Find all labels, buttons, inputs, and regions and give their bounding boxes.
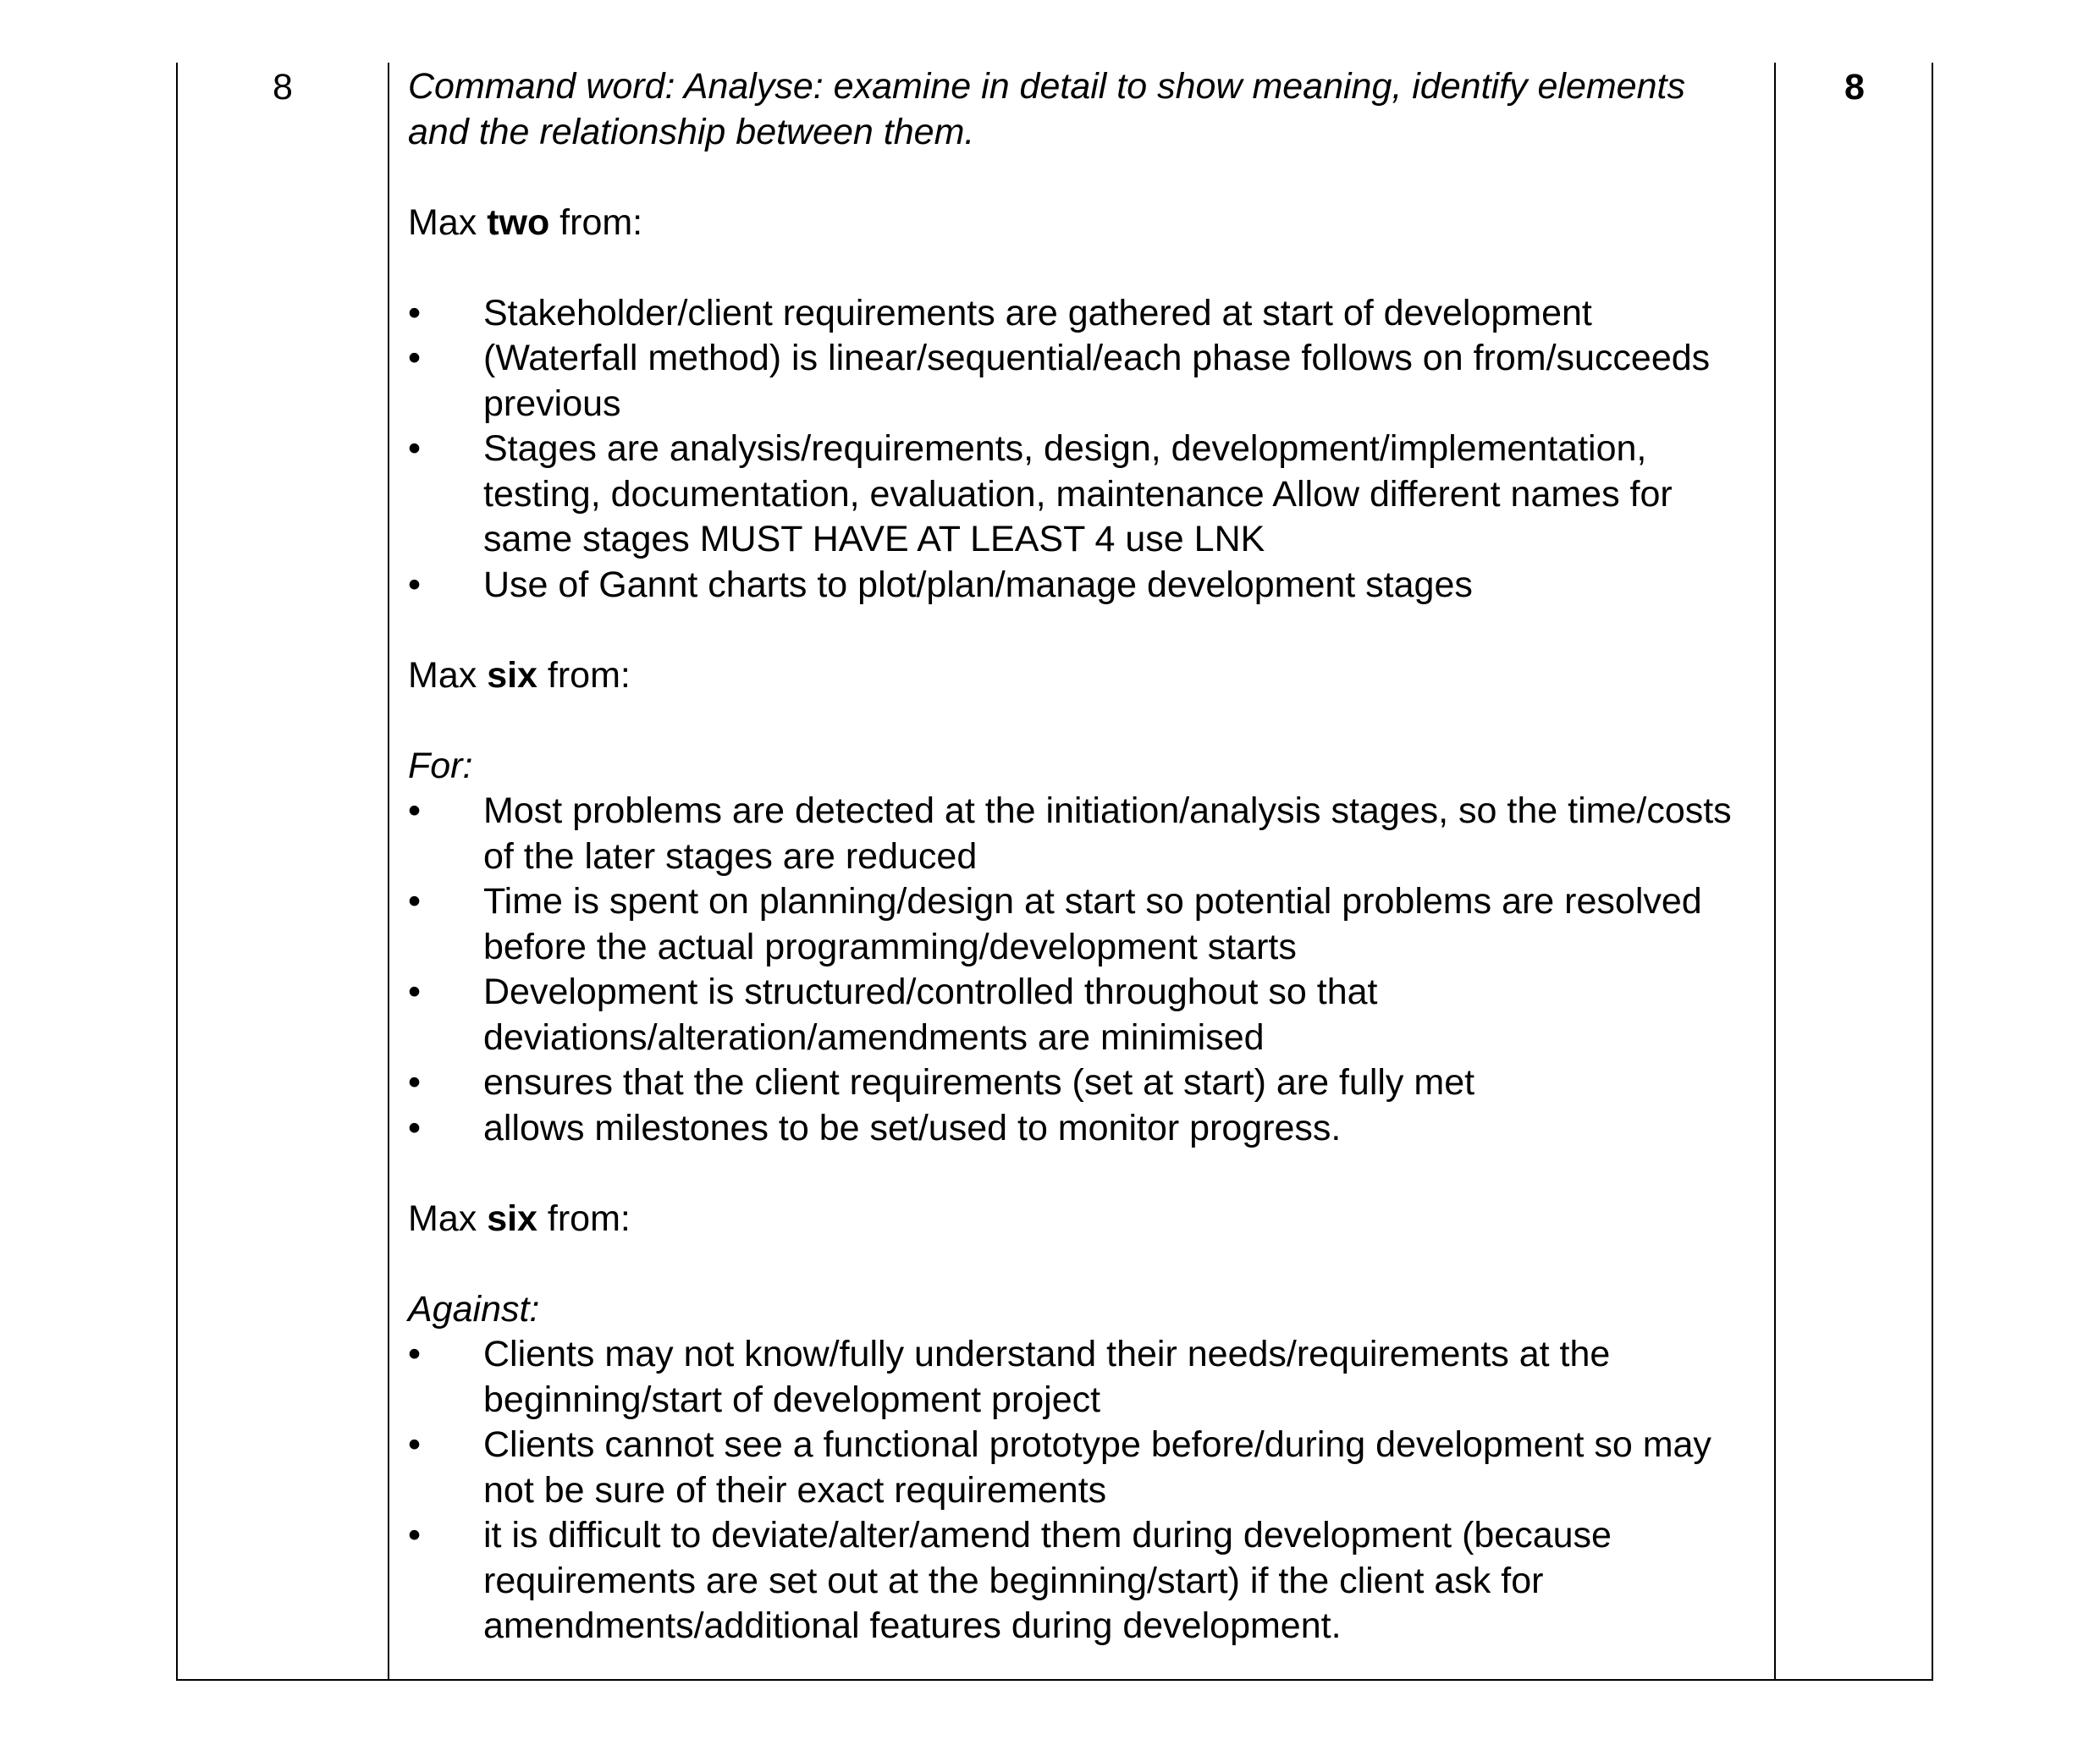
marks-value: 8: [1844, 67, 1865, 107]
bullet-icon: •: [408, 338, 422, 378]
bullet-icon: •: [408, 292, 422, 333]
bullet-list-against: [408, 1332, 1754, 1649]
section-heading-max-six-against: Max six from:: [408, 1198, 631, 1239]
list-item: • Use of Gannt charts to plot/plan/manage development stages: [408, 563, 1754, 608]
column-divider: [388, 63, 389, 1679]
answer-cell: [408, 64, 1754, 1649]
list-item: • Stakeholder/client requirements are gathered at start of development: [408, 291, 1754, 337]
section-heading-max-six-for: Max six from:: [408, 654, 631, 696]
bullet-icon: •: [408, 1515, 422, 1556]
list-item: • Clients cannot see a functional prototype before/during development so may not be sure of their exact requirements: [408, 1424, 1711, 1511]
bullet-icon: •: [408, 564, 422, 605]
bullet-icon: •: [408, 972, 422, 1012]
column-divider: [1774, 63, 1776, 1679]
mark-scheme-table: [176, 63, 1933, 1681]
bullet-list-general: [408, 291, 1754, 608]
bullet-icon: •: [408, 1062, 422, 1103]
question-number: 8: [273, 67, 293, 107]
list-item: • (Waterfall method) is linear/sequential/each phase follows on from/succeeds previous: [408, 338, 1711, 424]
list-item: • Most problems are detected at the initiation/analysis stages, so the time/costs of the later stages are reduced: [408, 790, 1732, 877]
command-word: Command word: Analyse: examine in detail to show meaning, identify elements and the relationship between them.: [408, 66, 1685, 152]
list-item: • Stages are analysis/requirements, design, development/implementation, testing, documentation, evaluation, maintenance Allow different names for same stages MUST HAVE AT LEAST 4 use LNK: [408, 428, 1673, 559]
max-count: six: [487, 654, 537, 696]
bullet-icon: •: [408, 1107, 422, 1148]
list-item: • Development is structured/controlled throughout so that deviations/alteration/amendments are minimised: [408, 972, 1378, 1058]
against-heading: Against:: [408, 1288, 540, 1330]
for-heading: For:: [408, 745, 473, 786]
list-item: • Clients may not know/fully understand their needs/requirements at the beginning/start of development project: [408, 1334, 1611, 1420]
list-item: • ensures that the client requirements (set at start) are fully met: [408, 1060, 1754, 1106]
section-heading-max-two: Max two from:: [408, 201, 643, 243]
bullet-list-for: [408, 789, 1754, 1151]
bullet-icon: •: [408, 881, 422, 922]
bullet-icon: •: [408, 1424, 422, 1465]
bullet-icon: •: [408, 790, 422, 831]
list-item: • Time is spent on planning/design at start so potential problems are resolved before the actual programming/development starts: [408, 881, 1702, 967]
bullet-icon: •: [408, 428, 422, 469]
max-count: two: [487, 201, 550, 243]
bullet-icon: •: [408, 1334, 422, 1374]
list-item: • it is difficult to deviate/alter/amend them during development (because requirements are set out at the beginning/start) if the client ask for amendments/additional features during development.: [408, 1515, 1612, 1646]
max-count: six: [487, 1198, 537, 1239]
list-item: • allows milestones to be set/used to monitor progress.: [408, 1106, 1754, 1152]
